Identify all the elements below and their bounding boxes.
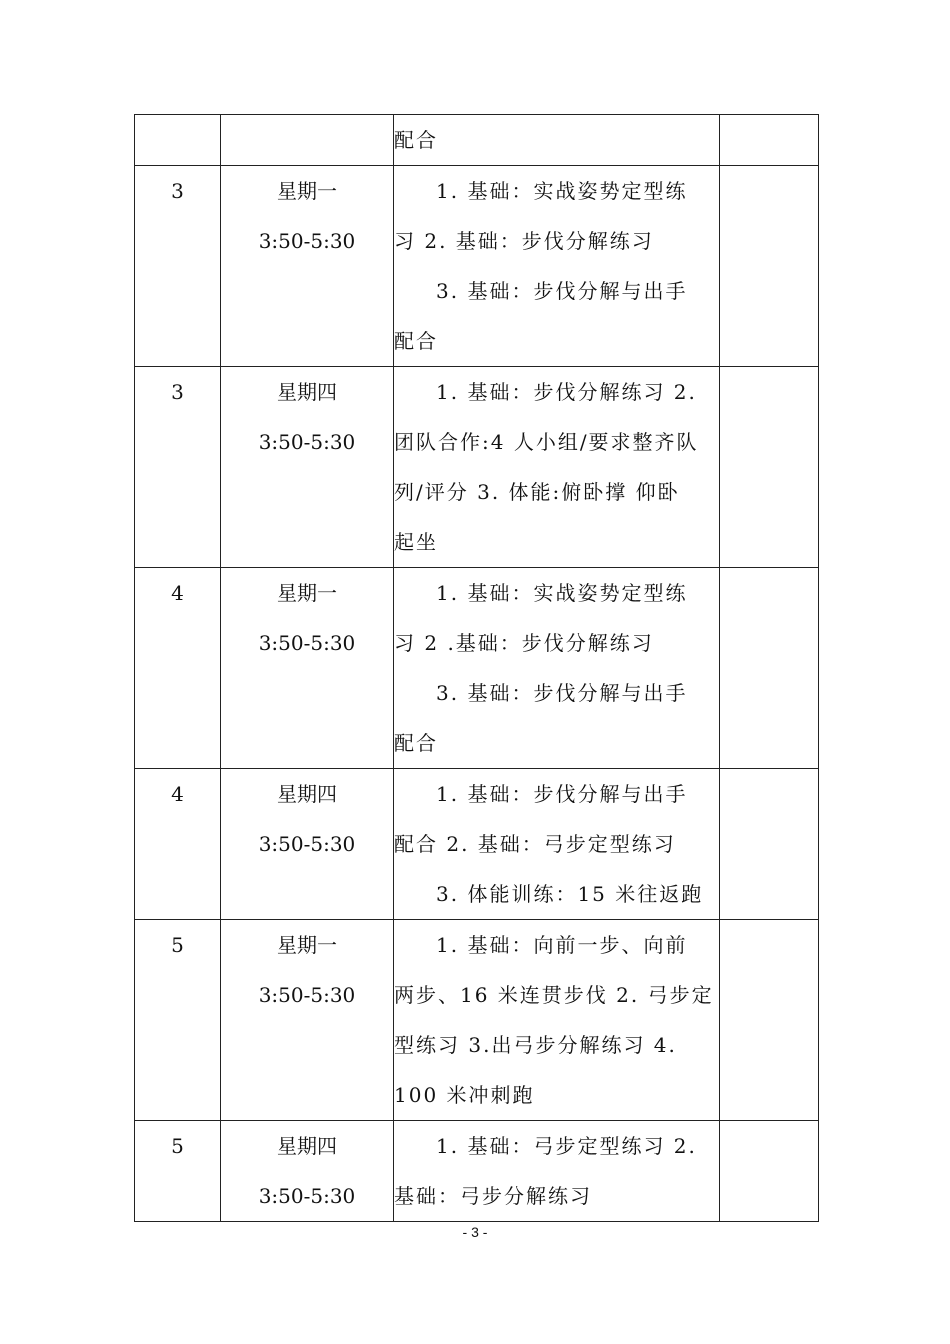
note-cell xyxy=(720,367,819,568)
time-label: 3:50-5:30 xyxy=(258,983,356,1007)
week-cell: 3 xyxy=(135,367,221,568)
content-line: 基础：弓步分解练习 xyxy=(394,1184,592,1208)
time-cell xyxy=(221,367,394,568)
time-label: 3:50-5:30 xyxy=(258,430,356,454)
day-label: 星期一 xyxy=(277,933,337,957)
day-label: 星期四 xyxy=(277,1134,337,1158)
content-line: 习 2. 基础：步伐分解练习 xyxy=(394,229,654,253)
schedule-body xyxy=(135,115,819,1222)
content-line: 配合 xyxy=(394,128,438,152)
content-line: 1. 基础：实战姿势定型练 xyxy=(436,581,688,605)
time-label: 3:50-5:30 xyxy=(258,1184,356,1208)
time-cell xyxy=(221,920,394,1121)
content-line: 1. 基础：向前一步、向前 xyxy=(436,933,688,957)
note-cell xyxy=(720,769,819,920)
time-label: 3:50-5:30 xyxy=(258,631,356,655)
content-cell xyxy=(394,769,720,920)
content-line: 配合 2. 基础：弓步定型练习 xyxy=(394,832,676,856)
content-line: 两步、16 米连贯步伐 2. 弓步定 xyxy=(394,983,714,1007)
day-label: 星期四 xyxy=(277,380,337,404)
content-line: 3. 体能训练：15 米往返跑 xyxy=(436,882,704,906)
day-label: 星期一 xyxy=(277,581,337,605)
content-cell xyxy=(394,920,720,1121)
day-label: 星期一 xyxy=(277,179,337,203)
content-line: 1. 基础：实战姿势定型练 xyxy=(436,179,688,203)
note-cell xyxy=(720,568,819,769)
content-cell xyxy=(394,568,720,769)
time-cell xyxy=(221,166,394,367)
table-row xyxy=(135,568,819,769)
time-label: 3:50-5:30 xyxy=(258,229,356,253)
content-line: 100 米冲刺跑 xyxy=(394,1083,535,1107)
content-line: 起坐 xyxy=(394,530,438,554)
content-cell xyxy=(394,115,720,166)
content-line: 1. 基础：步伐分解练习 2. xyxy=(436,380,697,404)
table-row xyxy=(135,115,819,166)
content-line: 团队合作:4 人小组/要求整齐队 xyxy=(394,430,699,454)
table-row xyxy=(135,769,819,920)
note-cell xyxy=(720,920,819,1121)
content-cell xyxy=(394,1121,720,1222)
page-number: - 3 - xyxy=(462,1224,488,1240)
content-line: 3. 基础：步伐分解与出手 xyxy=(436,681,688,705)
table-row xyxy=(135,166,819,367)
content-line: 习 2 .基础：步伐分解练习 xyxy=(394,631,654,655)
week-cell: 5 xyxy=(135,920,221,1121)
note-cell xyxy=(720,1121,819,1222)
table-row xyxy=(135,920,819,1121)
note-cell xyxy=(720,166,819,367)
content-line: 型练习 3.出弓步分解练习 4. xyxy=(394,1033,677,1057)
content-cell xyxy=(394,166,720,367)
week-cell: 3 xyxy=(135,166,221,367)
content-line: 1. 基础：步伐分解与出手 xyxy=(436,782,688,806)
content-line: 配合 xyxy=(394,731,438,755)
week-cell: 4 xyxy=(135,568,221,769)
table-row xyxy=(135,367,819,568)
content-line: 1. 基础：弓步定型练习 2. xyxy=(436,1134,697,1158)
week-cell: 5 xyxy=(135,1121,221,1222)
content-line: 3. 基础：步伐分解与出手 xyxy=(436,279,688,303)
day-label: 星期四 xyxy=(277,782,337,806)
content-line: 配合 xyxy=(394,329,438,353)
content-cell xyxy=(394,367,720,568)
time-label: 3:50-5:30 xyxy=(258,832,356,856)
week-cell: 4 xyxy=(135,769,221,920)
training-schedule-table xyxy=(134,114,819,1222)
time-cell xyxy=(221,115,394,166)
content-line: 列/评分 3. 体能:俯卧撑 仰卧 xyxy=(394,480,680,504)
week-cell xyxy=(135,115,221,166)
time-cell xyxy=(221,568,394,769)
table-row xyxy=(135,1121,819,1222)
time-cell xyxy=(221,769,394,920)
time-cell xyxy=(221,1121,394,1222)
note-cell xyxy=(720,115,819,166)
